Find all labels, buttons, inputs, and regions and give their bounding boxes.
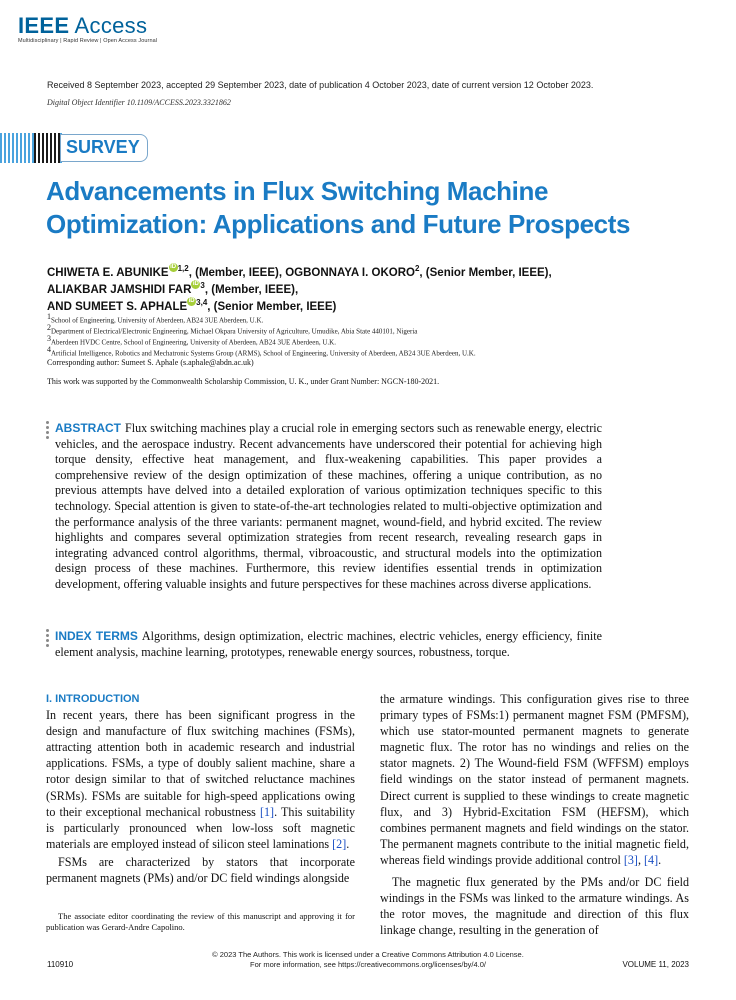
affiliation-number: 1 [47,312,51,321]
logo-brand-light: Access [74,13,148,38]
author-name: AND SUMEET S. APHALE [47,300,188,313]
author-role: , (Senior Member, IEEE) [207,300,337,313]
author-line-1 [47,264,552,279]
paragraph [46,707,355,852]
affiliation-text: Artificial Intelligence, Robotics and Mechatronic Systems Group (ARMS), School of Engineering, University of Aberdeen, AB24 3UE Aberdeen, U.K. [51,349,476,358]
paragraph: FSMs are characterized by stators that incorporate permanent magnets (PMs) and/or DC field windings alongside [46,854,355,886]
affiliation-number: 2 [47,323,51,332]
author-name: ALIAKBAR JAMSHIDI FAR [47,283,192,296]
index-terms-body: Algorithms, design optimization, electric machines, electric vehicles, energy efficiency, finite element analysis, machine learning, prototypes, renewable energy sources, robustness, torque. [55,629,603,659]
citation-link[interactable]: [4] [644,852,659,867]
license-link[interactable]: For more information, see https://creativecommons.org/licenses/by/4.0/ [250,959,486,969]
paragraph-text: the armature windings. This configuration gives rise to three primary types of FSMs:1) permanent magnet FSM (PMFSM), which use stator-mounted permanent magnets to generate magnetic flux. The rotor has no windings and relies on the stator magnets. 2) The Wound-field FSM (WFFSM) employs field windings on the stator instead of permanent magnets. Direct current is supplied to these windings to create magnetic flux, and 3) Hybrid-Excitation FSM (HEFSM), which combines permanent magnets and field windings on the stator. The permanent magnets contribute to the initial magnetic field, whereas field windings provide additional control [380,692,689,867]
author-line-2 [47,281,298,296]
author-role: , (Member, IEEE), [204,283,299,296]
affiliation-number: 4 [47,345,51,354]
index-terms [55,629,602,660]
corresponding-text: Corresponding author: Sumeet S. Aphale (s.aphale@abdn.ac.uk) [47,358,254,367]
affiliation-text: Aberdeen HVDC Centre, School of Engineering, University of Aberdeen, AB24 3UE Aberdeen, U.K. [51,338,336,347]
author-name: CHIWETA E. ABUNIKE [47,266,169,279]
paragraph-text: . This suitability is particularly pronounced when low-loss soft magnetic materials are employed instead of silicon steel laminations [46,804,355,851]
abstract-heading: ABSTRACT [55,421,121,435]
author-line-3 [47,298,336,313]
funding-note: This work was supported by the Commonwealth Scholarship Commission, U. K., under Grant Number: NGCN-180-2021. [47,377,440,386]
volume-label: VOLUME 11, 2023 [622,960,689,969]
author-affil-sup: 1,2 [177,264,189,273]
abstract [55,421,602,593]
footnote-text: The associate editor coordinating the review of this manuscript and approving it for publication was Gerard-Andre Capolino. [46,911,355,932]
paragraph-text: . [346,836,350,851]
citation-link[interactable]: [2] [332,836,347,851]
category-banner [0,133,150,163]
paragraph-text: . [658,852,662,867]
license-line: © 2023 The Authors. This work is licensed under a Creative Commons Attribution 4.0 License. [212,950,524,959]
author-affil-sup: 3 [200,281,205,290]
index-terms-heading: INDEX TERMS [55,629,138,643]
orcid-icon[interactable]: iD [188,298,195,304]
title-line-2: Optimization: Applications and Future Prospects [46,209,631,239]
affiliation-4 [47,345,476,357]
author-role: , (Member, IEEE), OGBONNAYA I. OKORO [188,266,415,279]
author-affil-sup: 2 [414,264,420,273]
paper-title [46,175,686,241]
logo-tagline: Multidisciplinary | Rapid Review | Open Access Journal [18,38,158,44]
index-dots-icon [46,629,49,649]
author-role: , (Senior Member, IEEE), [419,266,552,279]
body-column-left [46,691,355,886]
paragraph: The magnetic flux generated by the PMs and/or DC field windings in the FSMs was linked to the armature windings. As the rotor moves, the magnitude and direction of this flux linkage change, resulting in the generation of [380,875,689,938]
doi-line: Digital Object Identifier 10.1109/ACCESS.2023.3321862 [47,98,231,107]
logo-brand-bold: IEEE [18,13,70,38]
paragraph-text: In recent years, there has been significant progress in the design and manufacture of flux switching machines (FSMs), attracting attention both in academic research and industrial applications. FSMs, a type of doubly salient machine, share a rotor design similar to that of switched reluctance machines (SRMs). FSMs are suitable for high-speed applications owing to their exceptional mechanical robustness [46,708,355,819]
author-affil-sup: 3,4 [196,298,208,307]
editor-footnote [46,911,355,933]
abstract-dots-icon [46,421,49,441]
citation-link[interactable]: [1] [259,804,275,819]
citation-link[interactable]: [3] [623,852,638,867]
section-heading: I. INTRODUCTION [46,693,140,705]
paragraph [380,691,689,868]
body-column-right [380,691,689,938]
category-label: SURVEY [66,137,140,157]
banner-dark-stripes-icon [34,133,60,163]
affiliation-text: School of Engineering, University of Aberdeen, AB24 3UE Aberdeen, U.K. [51,316,264,325]
affiliation-text: Department of Electrical/Electronic Engineering, Michael Okpara University of Agriculture, Umudike, Abia State 440101, Nigeria [51,327,418,336]
orcid-icon[interactable]: iD [192,281,199,287]
corresponding-author [47,358,254,367]
page-number: 110910 [47,960,74,969]
title-line-1: Advancements in Flux Switching Machine [46,176,549,206]
received-dates: Received 8 September 2023, accepted 29 September 2023, date of publication 4 October 2023, date of current version 12 October 2023. [47,80,594,90]
paragraph-text: , [637,852,644,867]
orcid-icon[interactable]: iD [170,264,177,270]
affiliation-number: 3 [47,334,51,343]
journal-logo [18,14,157,44]
abstract-body: Flux switching machines play a crucial role in emerging sectors such as renewable energy, electric vehicles, and the aerospace industry. Recent advancements have underscored their potential for achieving high torque density, effective heat management, and flux-weakening capabilities. This paper provides a comprehensive review of the design optimization of these machines, offering a unique contribution, as no previous attempts have delved into a detailed exploration of various optimization techniques specific to this technology. Special attention is given to state-of-the-art technologies related to multi-objective optimization and the performance analysis of the three variants: permanent magnet, wound-field, and hybrid excited. The review highlights and compares several optimization strategies from recent research, revealing research gaps in integrating advanced control algorithms, thermal, vibroacoustic, and structural models into the optimization design process of these machines. Furthermore, this review identifies essential trends in optimization development, offering valuable insights and future perspectives for these machines across diverse applications. [55,421,602,591]
